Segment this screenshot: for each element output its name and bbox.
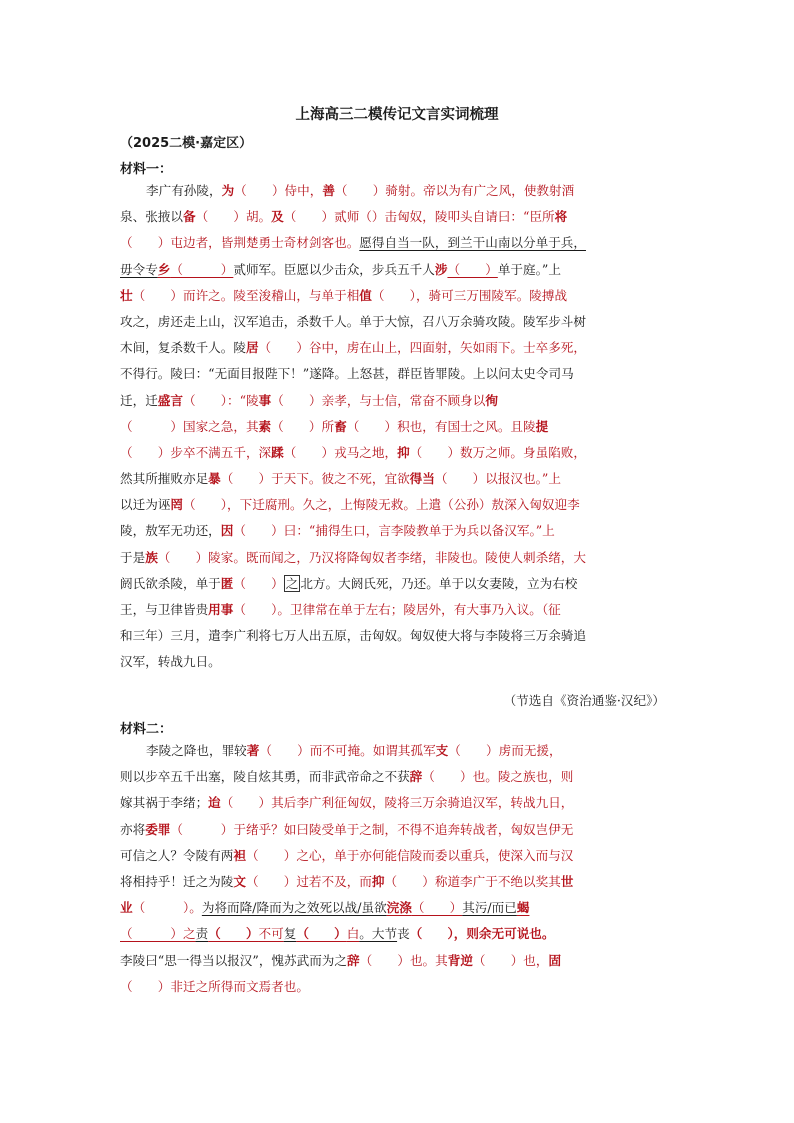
document-title: 上海高三二模传记文言实词梳理 [295,107,499,123]
text-line: （ ）国家之急，其素（ ）所畜（ ）积也，有国士之风。且陵提 [120,418,549,434]
material-two-text [120,738,685,1000]
text-line: 然其所摧败亦足暴（ ）于天下。彼之不死，宜欲得当（ ）以报汉也。”上 [120,471,561,487]
text-line: 汉军，转战九日。 [120,654,221,670]
text-line: （ ）非迁之所得而文焉者也。 [120,978,309,994]
text-line: 亦将委罪（ ）于绪乎？如曰陵受单于之制，不得不追奔转战者，匈奴岂伊无 [120,821,574,837]
text-line: 李广有孙陵，为（ ）侍中，善（ ）骑射。帝以为有广之风，使教射酒 [146,183,575,198]
text-line: 和三年）三月，遣李广利将七万人出五原，击匈奴。匈奴使大将与李陵将三万余骑追 [120,628,586,644]
text-line: 嫁其祸于李绪；迨（ ）其后李广利征匈奴，陵将三万余骑追汉军，转战九日， [120,795,574,811]
exam-source: （2025二模·嘉定区） [120,136,253,151]
text-line: 则以步卒五千出塞，陵自炫其勇，而非武帝命之不获辞（ ）也。陵之族也，则 [120,769,574,785]
material-two-label: 材料二： [120,722,173,737]
text-line: 泉、张掖以备（ ）胡。及（ ）贰师（）击匈奴，陵叩头自请曰：“臣所将 [120,209,568,225]
text-line: 李陵曰“思一得当以报汉”，愧苏武而为之辞（ ）也。其背逆（ ）也，固 [120,952,562,968]
text-line: （ ）屯边者，皆荆楚勇士奇材剑客也。愿得自当一队，到兰干山南以分单于兵， [120,235,586,251]
text-line: 迁，迁盛言（ ）：“陵事（ ）亲孝，与士信，常奋不顾身以徇 [120,392,498,408]
text-line: 木间，复杀数千人。陵居（ ）谷中，虏在山上，四面射，矢如雨下。士卒多死， [120,340,586,356]
text-line: 毋令专乡（ ）贰师军。臣愿以少击众，步兵五千人涉（ ）单于庭。”上 [120,261,561,277]
material-one-text [120,178,685,676]
text-line: 阏氏欲杀陵，单于匿（ ） 之 北方。大阏氏死，乃还。单于以女妻陵，立为右校 [120,575,578,591]
text-line: 以迁为诬罔（ ），下迁腐刑。久之，上悔陵无救。上遣（公孙）敖深入匈奴迎李 [120,497,580,513]
text-line: 李陵之降也，罪较著（ ）而不可掩。如谓其孤军支（ ）虏而无援， [146,743,562,758]
source-citation: （节选自《资治通鉴·汉纪》） [503,693,665,708]
text-line: （ ）步卒不满五千，深蹂（ ）戎马之地，抑（ ）数万之师。身虽陷败， [120,444,586,460]
material-one-label: 材料一： [120,162,173,177]
text-line: 陵，敖军无功还，因（ ）曰：“捕得生口，言李陵教单于为兵以备汉军。”上 [120,523,555,539]
text-line: 壮（ ）而许之。陵至浚稽山，与单于相值（ ），骑可三万围陵军。陵搏战 [120,287,568,303]
text-line: （ ）之责（ ）不可复（ ）白。大节丧（ ），则余无可说也。 [120,926,555,942]
text-line: 于是族（ ）陵家。既而闻之，乃汉将降匈奴者李绪，非陵也。陵使人刺杀绪，大 [120,549,586,565]
text-line: 不得行。陵曰：“无面目报陛下！”遂降。上怒甚，群臣皆罪陵。上以问太史令司马 [120,366,574,382]
text-line: 攻之，虏还走上山，汉军追击，杀数千人。单于大惊，召八万余骑攻陵。陵军步斗树 [120,313,586,329]
text-line: 可信之人？令陵有两袒（ ）之心，单于亦何能信陵而委以重兵，使深入而与汉 [120,847,574,863]
text-line: 业（ ）。为将而降/降而为之效死以战/虽欲浣涤（ ）其污/而已蝎 [120,900,530,916]
text-line: 王，与卫律皆贵用事（ ）。卫律常在单于左右；陵居外，有大事乃入议。（征 [120,602,561,617]
text-line: 将相持乎！迁之为陵文（ ）过若不及，而抑（ ）称道李广于不绝以奖其世 [120,873,574,889]
boxed-character: 之 [285,575,299,591]
